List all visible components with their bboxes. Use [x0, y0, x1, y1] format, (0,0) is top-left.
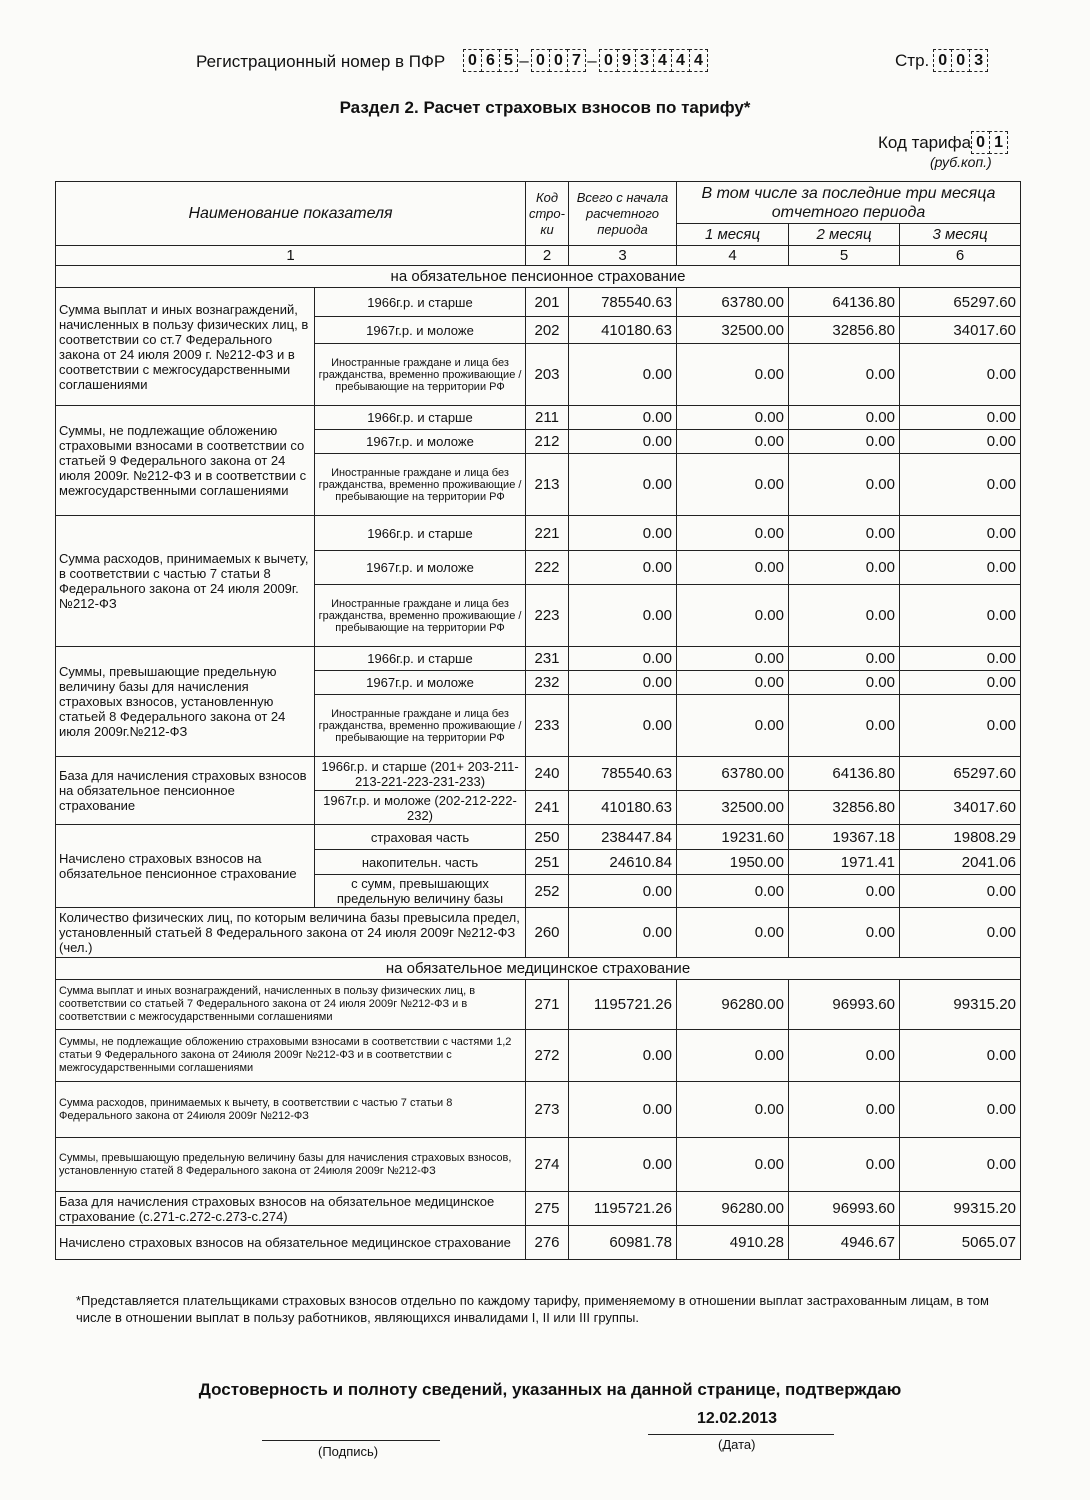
sub-label: 1967г.р. и моложе (202-212-222-232) [315, 791, 526, 825]
value-m3: 99315.20 [900, 980, 1021, 1030]
value-m3: 0.00 [900, 454, 1021, 516]
value-m1: 96280.00 [677, 980, 789, 1030]
value-m2: 0.00 [789, 875, 900, 908]
group-label: Сумма расходов, принимаемых к вычету, в соответствии с частью 7 статьи 8 Федерального закона от 24 июля 2009г. №212-ФЗ [56, 516, 315, 647]
sub-label: Иностранные граждане и лица без гражданства, временно проживающие / пребывающие на территории РФ [315, 695, 526, 757]
value-m1: 0.00 [677, 551, 789, 585]
reg-part-3 [599, 49, 707, 72]
digit-cell: 0 [971, 131, 990, 154]
tarif-label: Код тарифа [878, 132, 972, 152]
row-code: 241 [526, 791, 569, 825]
header-total: Всего с начала расчетного периода [569, 182, 677, 246]
value-m1: 0.00 [677, 406, 789, 430]
value-total: 0.00 [569, 1138, 677, 1192]
sub-label: 1967г.р. и моложе [315, 551, 526, 585]
value-m3: 2041.06 [900, 850, 1021, 875]
col-number: 1 [56, 246, 526, 266]
col-number: 3 [569, 246, 677, 266]
digit-cell: 0 [531, 49, 550, 72]
col-number: 4 [677, 246, 789, 266]
value-total: 785540.63 [569, 288, 677, 317]
value-total: 0.00 [569, 344, 677, 406]
sub-label: 1967г.р. и моложе [315, 671, 526, 695]
row-code: 211 [526, 406, 569, 430]
digit-cell: 0 [549, 49, 568, 72]
row-code: 203 [526, 344, 569, 406]
header-month-1: 1 месяц [677, 224, 789, 246]
value-m1: 4910.28 [677, 1226, 789, 1260]
value-m2: 0.00 [789, 406, 900, 430]
row-label: База для начисления страховых взносов на обязательное медицинское страхование (с.271-с.272-с.273-с.274) [56, 1192, 526, 1226]
value-m2: 0.00 [789, 551, 900, 585]
row-label: Сумма расходов, принимаемых к вычету, в соответствии с частью 7 статьи 8 Федерального закона от 24июля 2009г №212-ФЗ [56, 1082, 526, 1138]
digit-cell: 4 [653, 49, 672, 72]
value-m3: 99315.20 [900, 1192, 1021, 1226]
value-m2: 0.00 [789, 585, 900, 647]
dash: – [587, 50, 597, 70]
value-m1: 0.00 [677, 516, 789, 551]
row-label: Суммы, не подлежащие обложению страховыми взносами в соответствии с частями 1,2 статьи 9 Федерального закона от 24июля 2009г №212-ФЗ и в соответствии с межгосударственными соглашениями [56, 1030, 526, 1082]
value-m3: 0.00 [900, 430, 1021, 454]
calc-table [55, 181, 1021, 1260]
value-total: 0.00 [569, 695, 677, 757]
section-pension: на обязательное пенсионное страхование [56, 266, 1021, 288]
row-label: Начислено страховых взносов на обязательное медицинское страхование [56, 1226, 526, 1260]
value-m1: 0.00 [677, 1082, 789, 1138]
value-m3: 34017.60 [900, 317, 1021, 344]
signature-label: (Подпись) [318, 1444, 379, 1459]
value-total: 0.00 [569, 647, 677, 671]
digit-cell: 4 [689, 49, 708, 72]
value-m2: 0.00 [789, 1030, 900, 1082]
row-code: 212 [526, 430, 569, 454]
col-number: 5 [789, 246, 900, 266]
row-code: 223 [526, 585, 569, 647]
value-m3: 65297.60 [900, 757, 1021, 791]
header-last3: В том числе за последние три месяца отчетного периода [677, 182, 1021, 224]
value-m2: 0.00 [789, 1082, 900, 1138]
value-m2: 64136.80 [789, 757, 900, 791]
digit-cell: 7 [567, 49, 586, 72]
value-m2: 96993.60 [789, 980, 900, 1030]
value-total: 0.00 [569, 1082, 677, 1138]
value-m1: 0.00 [677, 1030, 789, 1082]
value-total: 0.00 [569, 430, 677, 454]
row-code: 240 [526, 757, 569, 791]
value-m2: 64136.80 [789, 288, 900, 317]
value-total: 1195721.26 [569, 1192, 677, 1226]
digit-cell: 4 [671, 49, 690, 72]
value-total: 0.00 [569, 1030, 677, 1082]
row-code: 231 [526, 647, 569, 671]
value-m3: 0.00 [900, 344, 1021, 406]
value-total: 410180.63 [569, 317, 677, 344]
sub-label: 1966г.р. и старше (201+ 203-211-213-221-223-231-233) [315, 757, 526, 791]
row-code: 213 [526, 454, 569, 516]
value-total: 0.00 [569, 671, 677, 695]
value-m1: 0.00 [677, 647, 789, 671]
value-total: 0.00 [569, 454, 677, 516]
value-m3: 0.00 [900, 1082, 1021, 1138]
value-m2: 0.00 [789, 647, 900, 671]
value-m2: 0.00 [789, 908, 900, 958]
row-code: 260 [526, 908, 569, 958]
value-m1: 32500.00 [677, 791, 789, 825]
value-m2: 0.00 [789, 516, 900, 551]
sub-label: с сумм, превышающих предельную величину базы [315, 875, 526, 908]
value-total: 0.00 [569, 516, 677, 551]
value-total: 0.00 [569, 406, 677, 430]
value-m3: 0.00 [900, 1138, 1021, 1192]
footnote: *Представляется плательщиками страховых взносов отдельно по каждому тарифу, применяемому в отношении выплат застрахованным лицам, в том числе в отношении выплат в пользу работников, являющихся инвалидами I, II или III группы. [76, 1293, 989, 1325]
value-m3: 34017.60 [900, 791, 1021, 825]
value-m1: 0.00 [677, 908, 789, 958]
reg-part-2 [531, 49, 585, 72]
value-m2: 0.00 [789, 1138, 900, 1192]
value-m2: 32856.80 [789, 317, 900, 344]
value-total: 1195721.26 [569, 980, 677, 1030]
sub-label: страховая часть [315, 825, 526, 850]
value-m1: 96280.00 [677, 1192, 789, 1226]
col-number: 2 [526, 246, 569, 266]
group-label: Суммы, превышающие предельную величину базы для начисления страховых взносов, установленную статьей 8 Федерального закона от 24 июля 2009г.№212-ФЗ [56, 647, 315, 757]
sub-label: 1967г.р. и моложе [315, 317, 526, 344]
value-m1: 0.00 [677, 430, 789, 454]
group-label: База для начисления страховых взносов на обязательное пенсионное страхование [56, 757, 315, 825]
section-title: Раздел 2. Расчет страховых взносов по тарифу* [339, 98, 751, 117]
value-m3: 0.00 [900, 671, 1021, 695]
reg-part-1 [463, 49, 517, 72]
reg-number-label: Регистрационный номер в ПФР [196, 52, 446, 71]
row-code: 274 [526, 1138, 569, 1192]
value-m3: 0.00 [900, 875, 1021, 908]
value-m2: 0.00 [789, 695, 900, 757]
value-m2: 0.00 [789, 454, 900, 516]
value-m1: 0.00 [677, 671, 789, 695]
digit-cell: 0 [951, 49, 970, 72]
value-total: 238447.84 [569, 825, 677, 850]
value-m2: 0.00 [789, 430, 900, 454]
signature-line [262, 1440, 440, 1441]
value-m2: 32856.80 [789, 791, 900, 825]
row-code: 272 [526, 1030, 569, 1082]
value-m2: 0.00 [789, 671, 900, 695]
value-total: 60981.78 [569, 1226, 677, 1260]
value-m3: 5065.07 [900, 1226, 1021, 1260]
section-medical: на обязательное медицинское страхование [56, 958, 1021, 980]
confirmation-date: 12.02.2013 [697, 1410, 778, 1427]
value-total: 410180.63 [569, 791, 677, 825]
value-m2: 1971.41 [789, 850, 900, 875]
digit-cell: 0 [463, 49, 482, 72]
value-m1: 63780.00 [677, 757, 789, 791]
value-total: 0.00 [569, 908, 677, 958]
group-label: Суммы, не подлежащие обложению страховыми взносами в соответствии со статьей 9 Федерального закона от 24 июля 2009г. №212-ФЗ и в соответствии с межгосударственными соглашениями [56, 406, 315, 516]
value-m1: 0.00 [677, 1138, 789, 1192]
value-m3: 0.00 [900, 647, 1021, 671]
digit-cell: 1 [989, 131, 1008, 154]
digit-cell: 0 [599, 49, 618, 72]
value-m3: 0.00 [900, 695, 1021, 757]
value-m1: 0.00 [677, 454, 789, 516]
sub-label: 1967г.р. и моложе [315, 430, 526, 454]
row-code: 276 [526, 1226, 569, 1260]
row-code: 222 [526, 551, 569, 585]
row-code: 201 [526, 288, 569, 317]
value-m3: 19808.29 [900, 825, 1021, 850]
sub-label: 1966г.р. и старше [315, 516, 526, 551]
value-total: 785540.63 [569, 757, 677, 791]
value-m3: 0.00 [900, 516, 1021, 551]
value-m3: 0.00 [900, 406, 1021, 430]
digit-cell: 0 [933, 49, 952, 72]
value-m3: 0.00 [900, 908, 1021, 958]
value-m1: 63780.00 [677, 288, 789, 317]
col-number: 6 [900, 246, 1021, 266]
digit-cell: 3 [969, 49, 988, 72]
value-m3: 0.00 [900, 1030, 1021, 1082]
reg-number [463, 49, 707, 72]
digit-cell: 9 [617, 49, 636, 72]
page-number [895, 49, 987, 72]
sub-label: Иностранные граждане и лица без гражданства, временно проживающие / пребывающие на территории РФ [315, 454, 526, 516]
row-code: 221 [526, 516, 569, 551]
row-code: 233 [526, 695, 569, 757]
row-code: 232 [526, 671, 569, 695]
group-label: Начислено страховых взносов на обязательное пенсионное страхование [56, 825, 315, 908]
sub-label: накопительн. часть [315, 850, 526, 875]
confirmation-text: Достоверность и полноту сведений, указанных на данной странице, подтверждаю [198, 1380, 902, 1399]
digit-cell: 5 [499, 49, 518, 72]
dash: – [519, 50, 529, 70]
value-m2: 96993.60 [789, 1192, 900, 1226]
digit-cell: 3 [635, 49, 654, 72]
value-m2: 0.00 [789, 344, 900, 406]
value-m3: 65297.60 [900, 288, 1021, 317]
value-m2: 19367.18 [789, 825, 900, 850]
value-m1: 19231.60 [677, 825, 789, 850]
row-code: 250 [526, 825, 569, 850]
value-m2: 4946.67 [789, 1226, 900, 1260]
unit-label: (руб.коп.) [930, 154, 992, 170]
row-code: 252 [526, 875, 569, 908]
value-total: 0.00 [569, 585, 677, 647]
digit-cell: 6 [481, 49, 500, 72]
value-m1: 0.00 [677, 695, 789, 757]
page-label: Стр. [895, 50, 930, 70]
value-total: 0.00 [569, 875, 677, 908]
value-m1: 32500.00 [677, 317, 789, 344]
group-label: Сумма выплат и иных вознаграждений, начисленных в пользу физических лиц, в соответствии со ст.7 Федерального закона от 24 июля 2009 г. №212-ФЗ и в соответствии с межгосударственными соглашениями [56, 288, 315, 406]
row-label: Сумма выплат и иных вознаграждений, начисленных в пользу физических лиц, в соответствии со статьей 7 Федерального закона от 24 июля 2009г №212-ФЗ и в соответствии с межгосударственными соглашениями [56, 980, 526, 1030]
sub-label: 1966г.р. и старше [315, 406, 526, 430]
header-month-2: 2 месяц [789, 224, 900, 246]
value-m1: 1950.00 [677, 850, 789, 875]
row-code: 202 [526, 317, 569, 344]
value-m3: 0.00 [900, 551, 1021, 585]
sub-label: Иностранные граждане и лица без гражданства, временно проживающие / пребывающие на территории РФ [315, 585, 526, 647]
header-name: Наименование показателя [56, 182, 526, 246]
sub-label: Иностранные граждане и лица без гражданства, временно проживающие / пребывающие на территории РФ [315, 344, 526, 406]
row-code: 271 [526, 980, 569, 1030]
date-line [648, 1434, 834, 1435]
row-label: Суммы, превышающую предельную величину базы для начисления страховых взносов, установленную статей 8 Федерального закона от 24июля 2009г №212-ФЗ [56, 1138, 526, 1192]
date-label: (Дата) [718, 1437, 756, 1452]
value-m3: 0.00 [900, 585, 1021, 647]
row-code: 251 [526, 850, 569, 875]
sub-label: 1966г.р. и старше [315, 288, 526, 317]
value-m1: 0.00 [677, 344, 789, 406]
row-code: 273 [526, 1082, 569, 1138]
row-code: 275 [526, 1192, 569, 1226]
tarif-code [878, 131, 1007, 154]
value-m1: 0.00 [677, 875, 789, 908]
value-total: 24610.84 [569, 850, 677, 875]
header-code: Код стро-ки [526, 182, 569, 246]
value-m1: 0.00 [677, 585, 789, 647]
row-label: Количество физическиx лиц, по которым величина базы превысила предел, установленный статьей 8 Федерального закона от 24 июля 2009г №212-ФЗ (чел.) [56, 908, 526, 958]
sub-label: 1966г.р. и старше [315, 647, 526, 671]
header-month-3: 3 месяц [900, 224, 1021, 246]
value-total: 0.00 [569, 551, 677, 585]
